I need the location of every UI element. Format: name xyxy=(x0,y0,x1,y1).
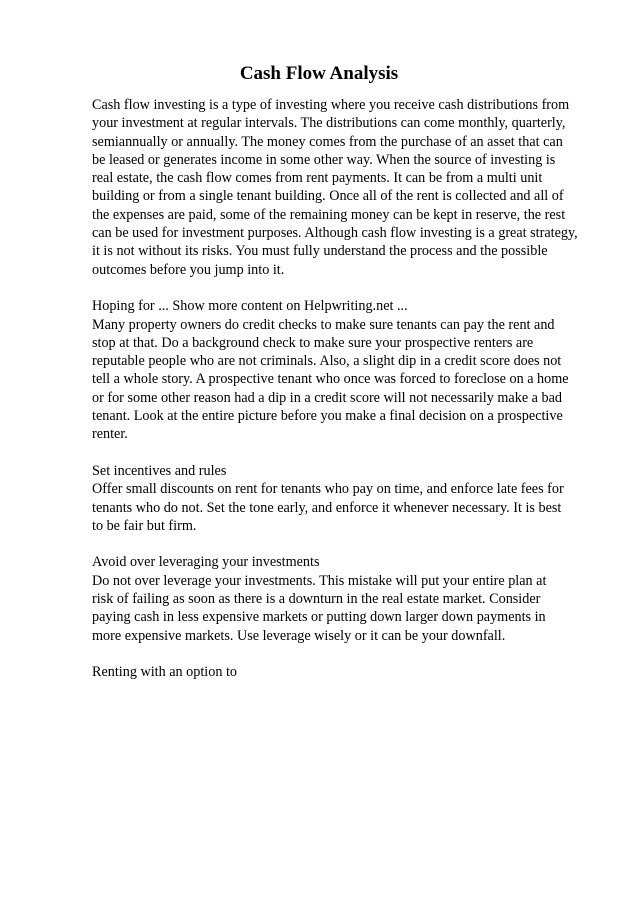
text-line: can be used for investment purposes. Although cash flow investing is a great strategy, xyxy=(92,225,578,242)
paragraph-leverage xyxy=(92,553,596,644)
text-line: semiannually or annually. The money comes from the purchase of an asset that can xyxy=(92,133,563,150)
section-heading: Renting with an option to xyxy=(92,664,238,681)
page-title: Cash Flow Analysis xyxy=(239,63,399,84)
text-line: paying cash in less expensive markets or putting down larger down payments in xyxy=(92,609,546,626)
paragraph-gap xyxy=(92,645,596,663)
text-line: reputable people who are not criminals. Also, a slight dip in a credit score does not xyxy=(92,353,562,370)
paragraph-gap xyxy=(92,535,596,553)
text-line: real estate, the cash flow comes from rent payments. It can be from a multi unit xyxy=(92,170,543,187)
document-body xyxy=(92,96,596,682)
text-line: risk of failing as soon as there is a downturn in the real estate market. Consider xyxy=(92,591,541,608)
text-line: Do not over leverage your investments. This mistake will put your entire plan at xyxy=(92,572,547,589)
text-line: Many property owners do credit checks to make sure tenants can pay the rent and xyxy=(92,316,555,333)
text-line: Cash flow investing is a type of investing where you receive cash distributions from xyxy=(92,97,570,113)
text-line: or for some other reason had a dip in a credit score will not necessarily make a bad xyxy=(92,389,562,406)
text-line: the expenses are paid, some of the remaining money can be kept in reserve, the rest xyxy=(92,206,566,223)
paragraph-gap xyxy=(92,444,596,462)
text-line: tell a whole story. A prospective tenant who once was forced to foreclose on a home xyxy=(92,371,569,388)
section-heading: Set incentives and rules xyxy=(92,462,227,479)
paragraph-gap xyxy=(92,279,596,297)
paragraph-intro xyxy=(92,96,596,279)
text-line: renter. xyxy=(92,426,128,443)
text-line: tenants who do not. Set the tone early, and enforce it whenever necessary. It is best xyxy=(92,499,562,516)
text-line: outcomes before you jump into it. xyxy=(92,261,285,278)
text-line: more expensive markets. Use leverage wisely or it can be your downfall. xyxy=(92,627,506,644)
text-line: be leased or generates income in some other way. When the source of investing is xyxy=(92,151,556,168)
paragraph-incentives xyxy=(92,462,596,535)
paragraph-renting-option xyxy=(92,663,596,681)
text-line: Offer small discounts on rent for tenants who pay on time, and enforce late fees for xyxy=(92,481,564,498)
text-line: stop at that. Do a background check to make sure your prospective renters are xyxy=(92,334,534,351)
section-heading: Avoid over leveraging your investments xyxy=(92,554,320,571)
paragraph-background-checks xyxy=(92,297,596,443)
text-line: it is not without its risks. You must fully understand the process and the possible xyxy=(92,243,548,260)
text-line: your investment at regular intervals. The distributions can come monthly, quarterly, xyxy=(92,115,566,132)
text-line: tenant. Look at the entire picture before you make a final decision on a prospective xyxy=(92,408,563,425)
text-line: to be fair but firm. xyxy=(92,517,197,534)
text-line: building or from a single tenant building. Once all of the rent is collected and all of xyxy=(92,188,564,205)
text-line: Hoping for ... Show more content on Helpwriting.net ... xyxy=(92,298,408,315)
